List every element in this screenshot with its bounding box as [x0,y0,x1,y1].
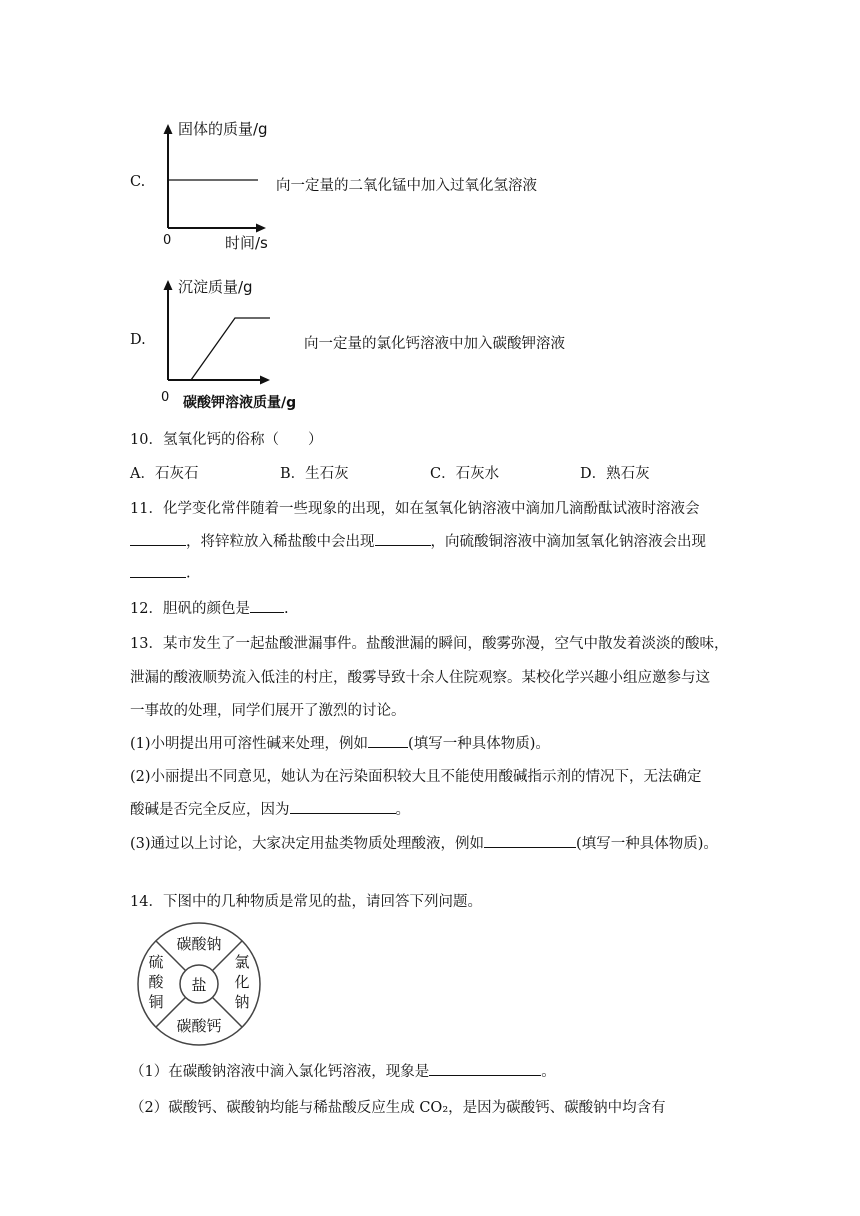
answer-blank[interactable] [130,562,186,578]
label-char: 钠 [234,993,250,1011]
answer-blank[interactable] [290,799,396,815]
label-char: 氯 [234,953,250,971]
sub-question-3: (3)通过以上讨论，大家决定用盐类物质处理酸液，例如 (填写一种具体物质)。 [130,832,718,853]
question-stem: 10．氢氧化钙的俗称（ ） [130,432,323,448]
label-char: 酸 [148,973,164,991]
question-line: 11．化学变化常伴随着一些现象的出现，如在氢氧化钠溶液中滴加几滴酚酞试液时溶液会 [130,501,700,517]
graph-d [0,0,860,420]
salt-wheel-diagram [133,923,265,1045]
answer-blank[interactable] [375,531,431,547]
choice-d: D．熟石灰 [580,466,650,482]
choice-c: C．石灰水 [430,466,500,482]
top-label: 碳酸钠 [176,935,222,953]
sub-question-2: （2）碳酸钙、碳酸钠均能与稀盐酸反应生成 CO₂，是因为碳酸钙、碳酸钠中均含有 [130,1100,666,1116]
question-line: 13．某市发生了一起盐酸泄漏事件。盐酸泄漏的瞬间，酸雾弥漫，空气中散发着淡淡的酸味， [130,636,729,652]
answer-blank[interactable] [130,531,186,547]
question-stem: 14．下图中的几种物质是常见的盐，请回答下列问题。 [130,894,482,910]
option-letter: D. [130,332,146,348]
left-label [148,953,164,1011]
question-line: 泄漏的酸液顺势流入低洼的村庄，酸雾导致十余人住院观察。某校化学兴趣小组应邀参与这 [130,670,710,686]
x-axis-label: 时间/s [225,234,268,252]
option-description: 向一定量的氯化钙溶液中加入碳酸钾溶液 [304,336,565,352]
answer-blank[interactable] [368,733,408,749]
y-axis-arrow [164,280,173,290]
x-axis-arrow [260,376,270,385]
question-12: 12．胆矾的颜色是 . [130,597,289,618]
answer-blank[interactable] [484,833,576,849]
answer-blank[interactable] [429,1061,541,1077]
answer-blank[interactable] [250,598,284,614]
y-axis-label: 沉淀质量/g [178,278,253,296]
sub-question-1: (1)小明提出用可溶性碱来处理，例如 (填写一种具体物质)。 [130,732,550,753]
option-letter: C. [130,174,146,190]
x-axis-label: 碳酸钾溶液质量/g [183,395,297,411]
origin-label: 0 [161,390,170,405]
label-char: 铜 [148,993,164,1011]
question-line: 一事故的处理，同学们展开了激烈的讨论。 [130,703,406,719]
data-line [191,318,270,380]
question-line: . [130,562,191,582]
question-line: ，将锌粒放入稀盐酸中会出现 ，向硫酸铜溶液中滴加氢氧化钠溶液会出现 [130,530,706,551]
sub-question-2: (2)小丽提出不同意见，她认为在污染面积较大且不能使用酸碱指示剂的情况下，无法确定 [130,769,702,785]
right-label [234,953,249,1011]
sub-question-2-cont: 酸碱是否完全反应，因为 。 [130,798,410,819]
choice-a: A．石灰石 [130,466,199,482]
label-char: 硫 [148,953,164,971]
bottom-label: 碳酸钙 [176,1017,222,1035]
y-axis-label: 固体的质量/g [178,120,268,138]
option-description: 向一定量的二氧化锰中加入过氧化氢溶液 [276,178,537,194]
origin-label: 0 [163,233,172,248]
label-char: 化 [234,973,250,991]
center-label: 盐 [191,976,207,994]
choice-b: B．生石灰 [280,466,349,482]
sub-question-1: （1）在碳酸钠溶液中滴入氯化钙溶液，现象是 。 [130,1060,556,1081]
